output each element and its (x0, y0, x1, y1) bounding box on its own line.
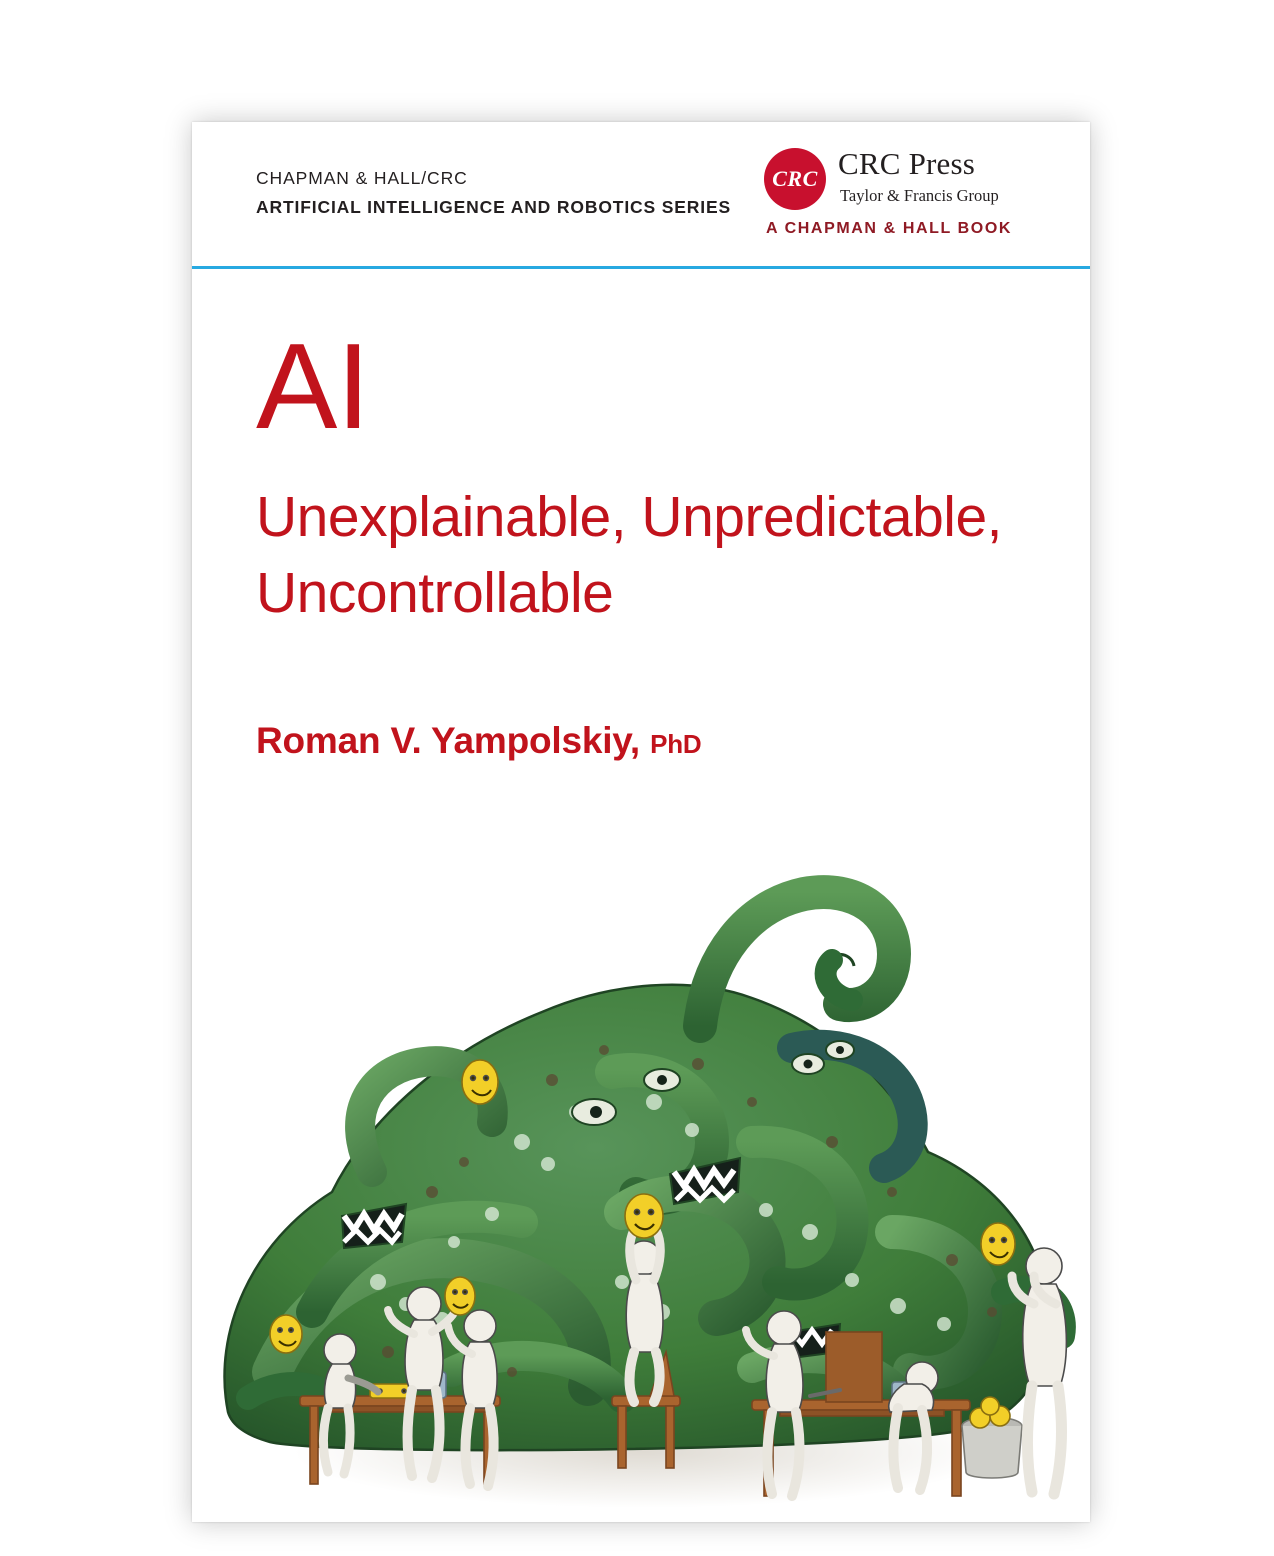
crc-monogram-text: CRC (772, 166, 818, 191)
mask-held-left (445, 1277, 475, 1315)
crc-press-logo (764, 144, 1032, 254)
publisher-name: CRC Press (838, 146, 976, 181)
mask-raised-center (625, 1194, 663, 1238)
book-cover (192, 122, 1090, 1522)
page-subtitle: Unexplainable, Unpredictable, Uncontrollable (256, 485, 1002, 625)
cover-header (192, 122, 1090, 268)
publisher-group: Taylor & Francis Group (840, 186, 999, 205)
series-name-line: ARTIFICIAL INTELLIGENCE AND ROBOTICS SERIES (256, 197, 732, 217)
tentacle-top-tip (826, 960, 852, 1000)
series-block (256, 168, 731, 218)
author-name-text: Roman V. Yampolskiy, (256, 720, 640, 761)
header-divider (192, 266, 1090, 269)
mask-offered-right (981, 1223, 1015, 1265)
series-imprint-line: CHAPMAN & HALL/CRC (256, 168, 468, 188)
author-name (256, 720, 702, 762)
author-degree-text: PhD (650, 729, 702, 759)
crc-monogram-circle-icon (764, 148, 826, 210)
page-title: AI (256, 318, 370, 454)
creature-illustration-svg (192, 812, 1090, 1522)
imprint-label: A CHAPMAN & HALL BOOK (766, 220, 1013, 237)
cover-artwork (192, 812, 1090, 1522)
